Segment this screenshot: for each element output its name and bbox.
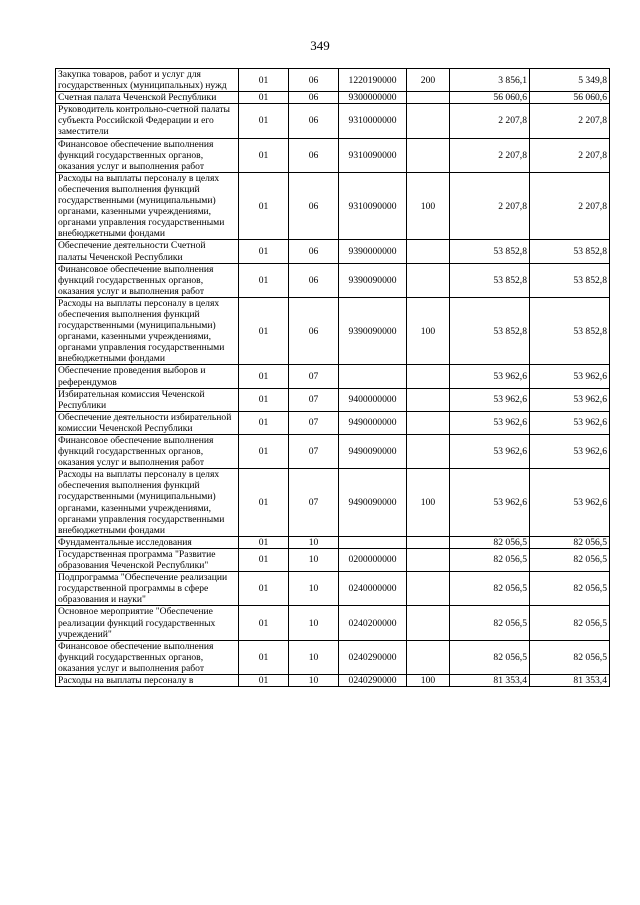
row-target-article-cell: 0200000000	[339, 548, 407, 571]
row-subsection-cell: 10	[289, 536, 339, 548]
row-section-cell: 01	[239, 92, 289, 104]
row-target-article-cell	[339, 365, 407, 388]
row-subsection-cell: 07	[289, 411, 339, 434]
row-target-article-cell: 0240290000	[339, 674, 407, 686]
row-section-cell: 01	[239, 548, 289, 571]
row-name-cell: Расходы на выплаты персоналу в	[56, 674, 239, 686]
row-target-article-cell: 0240200000	[339, 606, 407, 640]
row-subsection-cell: 10	[289, 606, 339, 640]
row-amount-1-cell: 82 056,5	[450, 606, 530, 640]
row-expense-type-cell	[407, 92, 450, 104]
row-section-cell: 01	[239, 69, 289, 92]
budget-table	[55, 68, 610, 687]
row-amount-2-cell: 81 353,4	[530, 674, 610, 686]
row-amount-1-cell: 53 962,6	[450, 435, 530, 469]
row-expense-type-cell	[407, 365, 450, 388]
row-target-article-cell: 0240000000	[339, 572, 407, 606]
row-expense-type-cell	[407, 104, 450, 138]
row-section-cell: 01	[239, 435, 289, 469]
table-row	[56, 297, 610, 365]
row-expense-type-cell	[407, 138, 450, 172]
row-target-article-cell: 9490090000	[339, 435, 407, 469]
row-name-cell: Финансовое обеспечение выполнения функций государственных органов, оказания услуг и выполнения работ	[56, 640, 239, 674]
row-expense-type-cell	[407, 411, 450, 434]
row-expense-type-cell: 100	[407, 297, 450, 365]
row-expense-type-cell: 100	[407, 469, 450, 537]
row-amount-2-cell: 53 852,8	[530, 240, 610, 263]
row-amount-2-cell: 82 056,5	[530, 548, 610, 571]
row-name-cell: Обеспечение деятельности Счетной палаты Чеченской Республики	[56, 240, 239, 263]
row-expense-type-cell	[407, 263, 450, 297]
row-expense-type-cell: 100	[407, 172, 450, 240]
row-target-article-cell: 9310090000	[339, 172, 407, 240]
row-subsection-cell: 10	[289, 674, 339, 686]
row-amount-1-cell: 53 852,8	[450, 240, 530, 263]
row-subsection-cell: 06	[289, 297, 339, 365]
table-row	[56, 606, 610, 640]
row-name-cell: Подпрограмма "Обеспечение реализации государственной программы в сфере образования и науки"	[56, 572, 239, 606]
table-row	[56, 92, 610, 104]
row-amount-1-cell: 2 207,8	[450, 172, 530, 240]
row-expense-type-cell	[407, 640, 450, 674]
row-target-article-cell: 0240290000	[339, 640, 407, 674]
row-amount-1-cell: 53 962,6	[450, 469, 530, 537]
row-amount-2-cell: 53 962,6	[530, 411, 610, 434]
row-name-cell: Финансовое обеспечение выполнения функций государственных органов, оказания услуг и выполнения работ	[56, 138, 239, 172]
table-row	[56, 469, 610, 537]
row-subsection-cell: 06	[289, 172, 339, 240]
row-subsection-cell: 06	[289, 104, 339, 138]
table-row	[56, 572, 610, 606]
row-section-cell: 01	[239, 469, 289, 537]
row-name-cell: Обеспечение деятельности избирательной комиссии Чеченской Республики	[56, 411, 239, 434]
row-amount-1-cell: 53 962,6	[450, 411, 530, 434]
row-amount-2-cell: 5 349,8	[530, 69, 610, 92]
row-name-cell: Руководитель контрольно-счетной палаты субъекта Российской Федерации и его заместители	[56, 104, 239, 138]
row-amount-2-cell: 2 207,8	[530, 138, 610, 172]
table-row	[56, 674, 610, 686]
row-section-cell: 01	[239, 297, 289, 365]
table-row	[56, 263, 610, 297]
row-subsection-cell: 10	[289, 548, 339, 571]
row-name-cell: Избирательная комиссия Чеченской Республики	[56, 388, 239, 411]
row-name-cell: Расходы на выплаты персоналу в целях обеспечения выполнения функций государственными (муниципальными) органами, казенными учреждениями, органами управления государственными внебюджетными фондами	[56, 469, 239, 537]
row-amount-1-cell: 2 207,8	[450, 104, 530, 138]
row-amount-2-cell: 82 056,5	[530, 572, 610, 606]
page-number: 349	[310, 38, 330, 53]
table-row	[56, 240, 610, 263]
table-row	[56, 365, 610, 388]
row-section-cell: 01	[239, 240, 289, 263]
row-subsection-cell: 07	[289, 469, 339, 537]
row-expense-type-cell: 200	[407, 69, 450, 92]
row-amount-2-cell: 53 962,6	[530, 388, 610, 411]
row-subsection-cell: 06	[289, 263, 339, 297]
row-expense-type-cell	[407, 435, 450, 469]
row-expense-type-cell: 100	[407, 674, 450, 686]
row-amount-2-cell: 82 056,5	[530, 640, 610, 674]
row-amount-1-cell: 2 207,8	[450, 138, 530, 172]
row-amount-1-cell: 56 060,6	[450, 92, 530, 104]
row-amount-2-cell: 56 060,6	[530, 92, 610, 104]
row-subsection-cell: 06	[289, 69, 339, 92]
row-section-cell: 01	[239, 674, 289, 686]
table-row	[56, 435, 610, 469]
row-amount-2-cell: 53 962,6	[530, 365, 610, 388]
row-amount-2-cell: 53 852,8	[530, 263, 610, 297]
row-amount-1-cell: 82 056,5	[450, 572, 530, 606]
row-name-cell: Основное мероприятие "Обеспечение реализации функций государственных учреждений"	[56, 606, 239, 640]
row-amount-1-cell: 53 962,6	[450, 365, 530, 388]
row-name-cell: Счетная палата Чеченской Республики	[56, 92, 239, 104]
row-target-article-cell: 9310090000	[339, 138, 407, 172]
row-name-cell: Фундаментальные исследования	[56, 536, 239, 548]
row-expense-type-cell	[407, 536, 450, 548]
row-subsection-cell: 06	[289, 240, 339, 263]
row-amount-2-cell: 2 207,8	[530, 172, 610, 240]
row-target-article-cell: 9310000000	[339, 104, 407, 138]
row-expense-type-cell	[407, 572, 450, 606]
row-name-cell: Расходы на выплаты персоналу в целях обеспечения выполнения функций государственными (муниципальными) органами, казенными учреждениями, органами управления государственными внебюджетными фондами	[56, 172, 239, 240]
row-amount-1-cell: 3 856,1	[450, 69, 530, 92]
row-amount-1-cell: 82 056,5	[450, 536, 530, 548]
row-name-cell: Обеспечение проведения выборов и референдумов	[56, 365, 239, 388]
row-section-cell: 01	[239, 104, 289, 138]
row-amount-2-cell: 82 056,5	[530, 606, 610, 640]
row-section-cell: 01	[239, 172, 289, 240]
row-amount-2-cell: 2 207,8	[530, 104, 610, 138]
row-amount-1-cell: 81 353,4	[450, 674, 530, 686]
row-target-article-cell: 9490000000	[339, 411, 407, 434]
row-amount-1-cell: 53 852,8	[450, 263, 530, 297]
row-subsection-cell: 07	[289, 388, 339, 411]
row-amount-1-cell: 53 962,6	[450, 388, 530, 411]
row-target-article-cell	[339, 536, 407, 548]
row-target-article-cell: 9400000000	[339, 388, 407, 411]
row-amount-2-cell: 82 056,5	[530, 536, 610, 548]
row-amount-2-cell: 53 962,6	[530, 469, 610, 537]
row-expense-type-cell	[407, 606, 450, 640]
row-subsection-cell: 07	[289, 365, 339, 388]
table-row	[56, 536, 610, 548]
row-expense-type-cell	[407, 548, 450, 571]
row-section-cell: 01	[239, 640, 289, 674]
row-name-cell: Закупка товаров, работ и услуг для государственных (муниципальных) нужд	[56, 69, 239, 92]
row-subsection-cell: 06	[289, 138, 339, 172]
row-expense-type-cell	[407, 240, 450, 263]
row-section-cell: 01	[239, 536, 289, 548]
row-amount-2-cell: 53 962,6	[530, 435, 610, 469]
row-amount-2-cell: 53 852,8	[530, 297, 610, 365]
row-subsection-cell: 06	[289, 92, 339, 104]
row-name-cell: Расходы на выплаты персоналу в целях обеспечения выполнения функций государственными (муниципальными) органами, казенными учреждениями, органами управления государственными внебюджетными фондами	[56, 297, 239, 365]
table-row	[56, 548, 610, 571]
row-subsection-cell: 10	[289, 640, 339, 674]
row-section-cell: 01	[239, 263, 289, 297]
row-target-article-cell: 9390000000	[339, 240, 407, 263]
row-target-article-cell: 9490090000	[339, 469, 407, 537]
table-row	[56, 640, 610, 674]
table-row	[56, 138, 610, 172]
row-section-cell: 01	[239, 606, 289, 640]
row-name-cell: Государственная программа "Развитие образования Чеченской Республики"	[56, 548, 239, 571]
row-subsection-cell: 10	[289, 572, 339, 606]
row-name-cell: Финансовое обеспечение выполнения функций государственных органов, оказания услуг и выполнения работ	[56, 263, 239, 297]
row-section-cell: 01	[239, 411, 289, 434]
table-row	[56, 104, 610, 138]
table-row	[56, 411, 610, 434]
row-subsection-cell: 07	[289, 435, 339, 469]
row-amount-1-cell: 82 056,5	[450, 640, 530, 674]
row-target-article-cell: 9390090000	[339, 263, 407, 297]
row-amount-1-cell: 53 852,8	[450, 297, 530, 365]
row-target-article-cell: 9390090000	[339, 297, 407, 365]
row-target-article-cell: 9300000000	[339, 92, 407, 104]
row-section-cell: 01	[239, 365, 289, 388]
table-row	[56, 388, 610, 411]
table-row	[56, 69, 610, 92]
row-expense-type-cell	[407, 388, 450, 411]
row-section-cell: 01	[239, 572, 289, 606]
row-amount-1-cell: 82 056,5	[450, 548, 530, 571]
row-name-cell: Финансовое обеспечение выполнения функций государственных органов, оказания услуг и выполнения работ	[56, 435, 239, 469]
table-row	[56, 172, 610, 240]
row-section-cell: 01	[239, 138, 289, 172]
row-section-cell: 01	[239, 388, 289, 411]
row-target-article-cell: 1220190000	[339, 69, 407, 92]
